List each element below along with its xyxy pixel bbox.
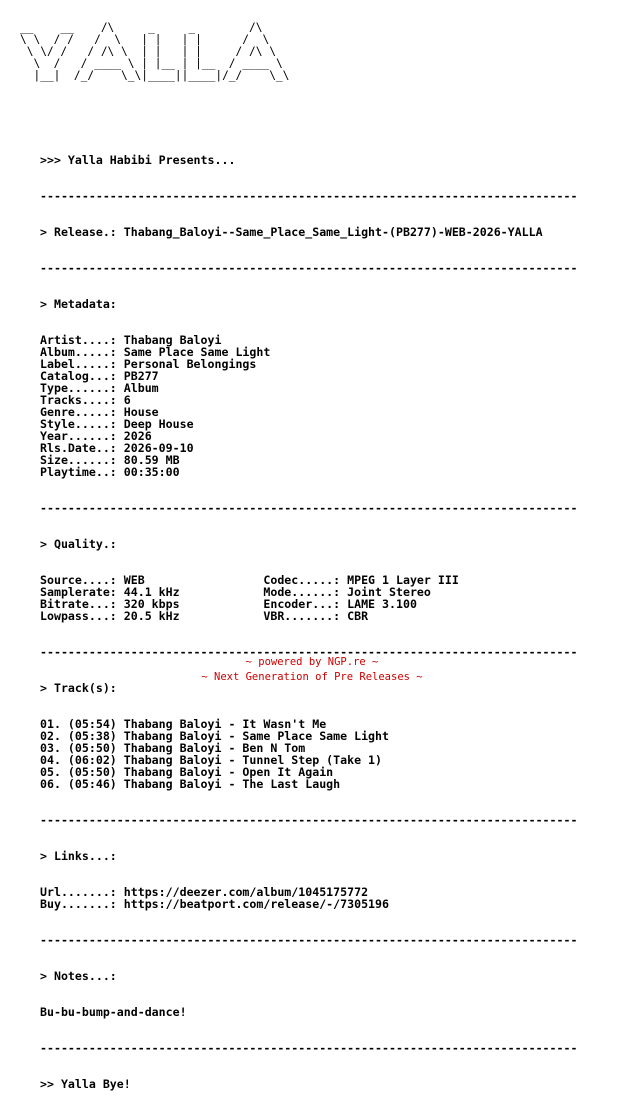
nfo-body bbox=[40, 130, 577, 1102]
metadata-row: Rls.Date..: 2026-09-10 bbox=[40, 441, 194, 455]
track-row: 05. (05:50) Thabang Baloyi - Open It Again bbox=[40, 765, 334, 779]
tracks-header: > Track(s): bbox=[40, 681, 117, 695]
logo-line: \ / / ____ \ | |__ | |__ / ____ \ bbox=[20, 57, 283, 70]
logo-line: \ \ / / / \ | | | | / \ bbox=[20, 33, 270, 46]
divider: ----------------------------------------------------------------------------- bbox=[40, 814, 578, 826]
release-line: > Release.: Thabang_Baloyi--Same_Place_Same_Light-(PB277)-WEB-2026-YALLA bbox=[40, 225, 543, 239]
metadata-row: Playtime..: 00:35:00 bbox=[40, 465, 180, 479]
divider: ----------------------------------------------------------------------------- bbox=[40, 502, 578, 514]
divider: ----------------------------------------------------------------------------- bbox=[40, 1042, 578, 1054]
metadata-row: Album.....: Same Place Same Light bbox=[40, 345, 271, 359]
quality-row: Bitrate...: 320 kbps Encoder...: LAME 3.100 bbox=[40, 597, 417, 611]
links-header: > Links...: bbox=[40, 849, 117, 863]
quality-row: Samplerate: 44.1 kHz Mode......: Joint Stereo bbox=[40, 585, 431, 599]
metadata-row: Type......: Album bbox=[40, 381, 159, 395]
metadata-row: Year......: 2026 bbox=[40, 429, 152, 443]
metadata-row: Genre.....: House bbox=[40, 405, 159, 419]
quality-header: > Quality.: bbox=[40, 537, 117, 551]
divider: ----------------------------------------------------------------------------- bbox=[40, 262, 578, 274]
link-row: Buy.......: https://beatport.com/release/-/7305196 bbox=[40, 897, 390, 911]
yalla-ascii-logo bbox=[20, 22, 289, 82]
track-row: 02. (05:38) Thabang Baloyi - Same Place Same Light bbox=[40, 729, 390, 743]
metadata-block bbox=[40, 334, 577, 478]
link-row: Url.......: https://deezer.com/album/1045175772 bbox=[40, 885, 369, 899]
footer-tagline: ~ Next Generation of Pre Releases ~ bbox=[201, 671, 423, 683]
quality-block bbox=[40, 574, 577, 622]
intro-line: >>> Yalla Habibi Presents... bbox=[40, 153, 236, 167]
metadata-row: Size......: 80.59 MB bbox=[40, 453, 180, 467]
metadata-header: > Metadata: bbox=[40, 297, 117, 311]
notes-text: Bu-bu-bump-and-dance! bbox=[40, 1005, 187, 1019]
quality-row: Source....: WEB Codec.....: MPEG 1 Layer III bbox=[40, 573, 459, 587]
quality-row: Lowpass...: 20.5 kHz VBR.......: CBR bbox=[40, 609, 369, 623]
metadata-row: Label.....: Personal Belongings bbox=[40, 357, 257, 371]
track-row: 03. (05:50) Thabang Baloyi - Ben N Tom bbox=[40, 741, 306, 755]
outro-line: >> Yalla Bye! bbox=[40, 1077, 131, 1091]
links-block bbox=[40, 886, 577, 910]
notes-header: > Notes...: bbox=[40, 969, 117, 983]
divider: ----------------------------------------------------------------------------- bbox=[40, 646, 578, 658]
divider: ----------------------------------------------------------------------------- bbox=[40, 934, 578, 946]
metadata-row: Artist....: Thabang Baloyi bbox=[40, 333, 222, 347]
metadata-row: Style.....: Deep House bbox=[40, 417, 194, 431]
metadata-row: Tracks....: 6 bbox=[40, 393, 131, 407]
track-list bbox=[40, 718, 577, 790]
track-row: 04. (06:02) Thabang Baloyi - Tunnel Step (Take 1) bbox=[40, 753, 383, 767]
logo-line: |__| /_/ \_\|____||____|/_/ \_\ bbox=[20, 69, 290, 82]
logo-line: \ \/ / / /\ \ | | | | / /\ \ bbox=[20, 45, 276, 58]
track-row: 01. (05:54) Thabang Baloyi - It Wasn't Me bbox=[40, 717, 327, 731]
metadata-row: Catalog...: PB277 bbox=[40, 369, 159, 383]
footer-powered-by: ~ powered by NGP.re ~ bbox=[245, 656, 379, 668]
track-row: 06. (05:46) Thabang Baloyi - The Last Laugh bbox=[40, 777, 341, 791]
logo-line: __ __ /\ _ _ /\ bbox=[20, 21, 263, 34]
divider: ----------------------------------------------------------------------------- bbox=[40, 190, 578, 202]
